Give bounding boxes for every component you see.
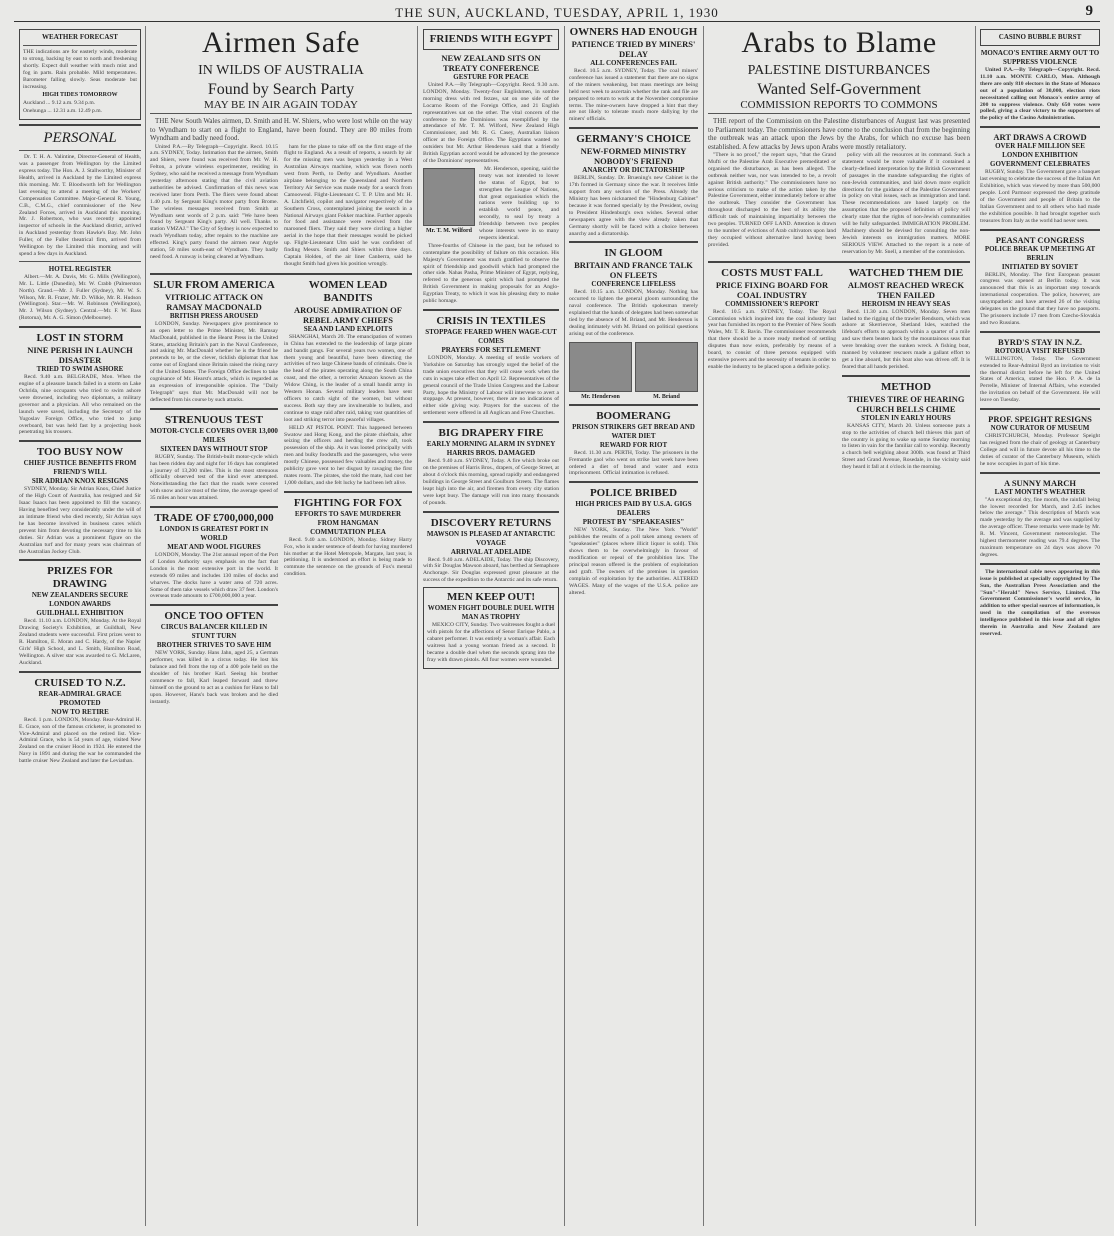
police-text: NEW YORK, Sunday. The New York "World" publishes the results of a poll taken among owners of "speakeasies" (places where illicit liquor is sold). This shows them to be overwhelmingly in favour of modification or repeal of the prohibition law. The principal reason offered is the problem of exploitation and graft. The owners of the premises in question complain of exploitation by the authorities. ALTERED WAGES. Many of the wages of the U.S.A. police are altered. (569, 527, 698, 596)
costs-subheading: PRICE FIXING BOARD FOR COAL INDUSTRY (715, 279, 829, 300)
slur-subheading: VITRIOLIC ATTACK ON RAMSAY MACDONALD (165, 291, 263, 312)
germany-subheading: NEW-FORMED MINISTRY NOBODY'S FRIEND (580, 146, 687, 167)
airmen-subheading-3: MAY BE IN AIR AGAIN TODAY (204, 99, 358, 111)
often-subheading: CIRCUS BALANCER KILLED IN STUNT TURN (160, 623, 268, 641)
lost-in-storm-subheading: NINE PERISH IN LAUNCH DISASTER (27, 345, 133, 366)
column-3 (420, 26, 562, 1230)
often-text: NEW YORK, Sunday. Hans Jahn, aged 25, a German performer, was killed in a circus today. He lost his balance and fell from the top of a 400 pole held on the shoulder of his brother Karl. Seeing his brother commence to fall, Karl leaped forward and threw himself on the ground to act as a cushion for Hans to fall upon. However, Hans's back was broken and he died instantly. (150, 650, 278, 705)
personal-heading: PERSONAL (43, 130, 117, 147)
lost-in-storm-subheading-2: TRIED TO SWIM ASHORE (36, 365, 124, 374)
egypt-text: United P.A.—By Telegraph—Copyright. Recd. 9.30 a.m. LONDON, Monday. Twenty-four Englishmen, in sombre morning dress with red fezzes, sat on one side of the Locarno Room of the Foreign Office, and 21 English representatives sat on the other. The vital concern of the conference to the Dominions was exemplified by the attendance of Mr. T. M. Wilford, New Zealand High Commissioner, and Mr. R. G. Casey, Australian liaison officer at the Foreign Office. The Egyptians wanted no outsiders but Mr. Arthur Henderson said that a friendly British Egyptian accord would be advanced by the presence of the Dominions' representatives. (423, 82, 559, 164)
personal-text: Dr. T. H. A. Valintine, Director-General of Health, was a passenger from Wellington by the Limited express today. The Hon. A. J. Stallworthy, Minister of Health, arrived in Auckland by the Limited express this morning. Mr. T. Bloodworth left for Wellington last evening to attend a meeting of the Workers' Compensation Committee. Major-General R. Young, C.B., C.M.G., chief commissioner of the New Zealand Forces, arrived in Auckland this morning. Mr. J. Robertson, who was recently appointed inspector of schools in the Auckland district, arrived in Auckland yesterday from Hawke's Bay. Mr. John Fuller, of the Fuller theatrical firm, arrived from Wellington by the Limited this morning and will spend a few days in Auckland. (19, 154, 141, 257)
strenuous-heading: STRENUOUS TEST (165, 413, 263, 426)
drapery-subheading: EARLY MORNING ALARM IN SYDNEY (426, 440, 556, 449)
drapery-text: Recd. 9.40 a.m. SYDNEY, Today. A fire which broke out on the premises of Harris Bros., drapers, of George Street, at about 4 o'clock this morning, spread rapidly and endangered buildings in George Street and Goulburn Streets. The flames leapt high into the air, and firemen from every city station were kept busy. The damage will run into many thousands of pounds. (423, 458, 559, 506)
prizes-text: Recd. 11.10 a.m. LONDON, Monday. At the Royal Drawing Society's Exhibition, at Guildhall, New Zealand students were successful. First prizes went to R. Hamilton, E. Moran and C. Hardy, of the Napier Girls' High School, and L. Smith, Hamilton Road, Wellington. A silver star was awarded to G. McLaren, Auckland. (19, 618, 141, 666)
gloom-subheading-2: CONFERENCE LIFELESS (591, 280, 676, 289)
wilford-photo (423, 168, 475, 234)
egypt-subheading-2: GESTURE FOR PEACE (453, 73, 529, 81)
too-busy-subheading-2: SIR ADRIAN KNOX RESIGNS (31, 477, 129, 486)
prizes-subheading-2: GUILDHALL EXHIBITION (36, 609, 124, 618)
gloom-text: Recd. 10.15 a.m. LONDON, Monday. Nothing has occurred to lighten the general gloom surrounding the naval conference. The British spokesman merely explained that the hands of delegates had been somewhat tied by the absence of M. Briand, and Mr. Henderson is dealing intimately with M. Briand on political questions arising out of the conference. (569, 289, 698, 337)
boomerang-subheading: PRISON STRIKERS GET BREAD AND WATER DIET (572, 422, 695, 440)
prizes-subheading: NEW ZEALANDERS SECURE LONDON AWARDS (31, 591, 129, 609)
column-rule (417, 26, 418, 1226)
keep-out-heading: MEN KEEP OUT! (446, 591, 535, 604)
watched-heading: WATCHED THEM DIE (848, 266, 964, 279)
trade-text: LONDON, Monday. The 21st annual report of the Port of London Authority says emphasis on the fact that London is the most extensive port in the world. It extends 69 miles and includes 130 miles of docks and wharves. The docks have a water area of 720 acres. Some of them take vessels which draw 37 feet. London's overseas trade amounts to £700,000,000 a year. (150, 552, 278, 600)
egypt-heading: FRIENDS WITH EGYPT (429, 33, 553, 45)
egypt-text-3: Three-fourths of Chinese in the past, but he refused to contemplate the possibility of failure on this occasion. His Majesty's Government was much gratified to observe the spirit of friendship and goodwill which had prompted the other side. Nahas Pasha, Prime Minister of Egypt, replying, referred to the generous spirit which had prompted the British Government in making proposals for an Anglo-Egyptian Treaty, to which it was his pleasing duty to make public homage. (423, 242, 559, 305)
fox-subheading: EFFORTS TO SAVE MURDERER FROM HANGMAN (294, 509, 402, 527)
crisis-subheading-2: PRAYERS FOR SETTLEMENT (441, 346, 541, 354)
casino-heading: CASINO BUBBLE BURST (998, 33, 1082, 41)
method-heading: METHOD (880, 380, 932, 393)
too-busy-subheading: CHIEF JUSTICE BENEFITS FROM FRIEND'S WILL (23, 459, 137, 477)
art-heading: ART DRAWS A CROWD (993, 132, 1087, 143)
fox-text: Recd. 9.40 a.m. LONDON, Monday. Sidney Harry Fox, who is under sentence of death for having murdered his mother at the Hotel Metropole, Margate, last year, is petitioning. It is understood an effort is being made to commute the sentence on the grounds of Fox's mental condition. (284, 536, 412, 578)
drapery-heading: BIG DRAPERY FIRE (438, 427, 544, 440)
slur-heading: SLUR FROM AMERICA (153, 278, 275, 291)
peasant-text: BERLIN, Monday. The first European peasant congress was opened at Berlin today. It was announced that this is an important step towards international cooperation. The police, however, are unsympathetic and have arrested 26 of the visiting delegates on the ground that they have no passports. The prisoners include 17 men from Czecho-Slovakia and two Russians. (980, 271, 1100, 326)
airmen-headline: Airmen Safe (202, 26, 360, 59)
weather-forecast-box: WEATHER FORECAST THE indications are for easterly winds, moderate to strong, backing by east to north and freshening shortly. Expect dull weather with much mist and fog in parts. Rain probable. Mild temperatures. Barometer falling slowly. Seas moderate but increasing. HIGH TIDES TOMORROW Auckland ... 9.12 a.m. 9.34 p.m. Onehunga ... 12.31 a.m. 12.49 p.m. (19, 29, 141, 120)
slur-subheading-2: BRITISH PRESS AROUSED (169, 311, 259, 320)
airmen-intro: THE New South Wales airmen, D. Smith and H. W. Shiers, who were lost while on the way to Wyndham to start on a flight to England, have been found. They are 80 miles from Wyndham and badly need food. (150, 117, 412, 142)
column-4 (566, 26, 701, 1230)
weather-forecast-text: THE indications are for easterly winds, moderate to strong, backing by east to north and freshening shortly. Expect dull weather with much mist and fog in parts. Rain probable. Mild temperatures. Barometer falling slowly. Seas moderate but increasing. (23, 49, 137, 90)
tides-heading: HIGH TIDES TOMORROW (42, 92, 118, 99)
bandits-heading: WOMEN LEAD BANDITS (308, 278, 388, 304)
fox-heading: FIGHTING FOR FOX (293, 496, 403, 509)
antarctic-subheading-2: ARRIVAL AT ADELAIDE (450, 547, 532, 556)
airmen-text-2: ham for the plane to take off on the first stage of the flight to England. As a result of reports, a search by air for the missing men was begun yesterday in a West Australian Airways machine, which was flown north west from Perth, to Derby and Wyndham. Another airplane belonging to the Queensland and Northern Territory Air Service was made ready for a search from Camooweal. Flight-Lieutenant C. T. P. Ulm and Mr. H. A. Litchfield, copilot and navigator respectively of the Southern Cross, contemplated joining the search in a National Airways giant Fokker machine. Further appeals for food and assistance were received from the marooned fliers. They said they were circling a higher aerial in the hope that their messages would be picked up. Flight-Lieutenant Ulm said he was confident of finding Messrs. Smith and Shiers within three days. Captain Holden, of the air liner Canberra, said he thought Smith had given his position wrongly. (284, 143, 412, 267)
boomerang-heading: BOOMERANG (596, 409, 671, 422)
column-1 (16, 26, 144, 1230)
column-rule (145, 26, 146, 1226)
arabs-intro: THE report of the Commission on the Palestine disturbances of August last was presented to Parliament today. The commissioners have come to the conclusion that from the beginning the outbreak was an attack upon the Jews by the Arabs, for which no excuse has been established. A few attacks by Jews upon Arabs were mostly retaliatory. (708, 117, 970, 151)
pirates-text: HELD AT PISTOL POINT. This happened between Swatow and Hong Kong, and the pirate chieftain, after seizing the officers and herding the crew aft, took possession of the ship. As it was looted principally with men and bulky foodstuffs and the passengers, who were mostly Chinese, possessed few valuables and money, the publicity gave vent to her disgust by ravaging the first mates room. The pirates, she told the mate, had cost her 1,000 dollars, and she felt lucky he had been left alive. (284, 424, 412, 486)
arabs-text-1: "There is no proof," the report says, "that the Grand Mufti or the Palestine Arab Executive premeditated or organised the disturbance, as has been alleged. The outbreak neither was, nor was intended to be, a revolt against British authority." The commissioners have no serious criticism to make of the action taken by the Palestine Government, either immediately before or after the outbreak. They consider the Government has throughout discharged to the best of its ability the difficult task of maintaining impartiality between the two peoples. TURNED OFF LAND. Attention is drawn to the number of evictions of Arab cultivators upon land they occupied without alternative land having been provided. (708, 152, 836, 248)
hotel-register-text: Albert.—Mr. A. Davis, Mr. G. Mills (Wellington), Mr. L. Little (Dunedin), Mr. W. Crabb (Palmerston North). Grand.—Mr. J. Fuller (Sydney), Mr. W. S. Wilson, Mr. R. Frazer, Mr. D. Wilkie, Mr. R. Hudson (Wellington). Star.—Mr. W. Robinson (Wellington), Mr. J. Wilson (Sydney). Central.—Mr. F. W. Bass (Rotorua), Mr. A. G. Simon (Melbourne). (19, 273, 141, 322)
arabs-text-2: policy with all the resources at its command. Such a statement would be more valuable if it contained a clearly-defined interpretation by the British Government of passages in the mandate safeguarding the rights of non-Jewish communities, and laid down more explicit directions for the guidance of the Palestine Government in policy on vital issues, such as immigration and land. These recommendations are based largely on the assumption that the proposed definition of policy will clearly state that the rights of non-Jewish communities will be fully safeguarded. IMMIGRATION PROBLEM. Machinery should be devised for consulting the non-Jewish interests on immigration matters. MORE SERIOUS VIEW. Attached to the report is a note of reservation by Mr. Snell, a member of the commission. (842, 152, 970, 255)
byrd-subheading: ROTORUA VISIT REFUSED (994, 346, 1086, 355)
bandits-subheading-2: SEA AND LAND EXPLOITS (303, 324, 393, 333)
costs-text: Recd. 10.5 a.m. SYDNEY, Today. The Royal Commission which inquired into the coal industry last year has furnished its report to the Premier of New South Wales, Mr. T. R. Bavin. The commissioner recommends that there should be a more ready method of settling disputes than now exists, preferably by means of a board, to consist of three persons equipped with extensive powers and the necessity of tenants in order to enable the industry to be placed upon a definite policy. (708, 308, 837, 370)
crisis-heading: CRISIS IN TEXTILES (436, 315, 546, 327)
column-rule (564, 26, 565, 1226)
wilford-caption: Mr. T. M. Wilford (425, 227, 472, 234)
briand-caption: M. Briand (653, 393, 680, 400)
costs-subheading-2: COMMISSIONER'S REPORT (725, 299, 819, 308)
often-heading: ONCE TOO OFTEN (164, 610, 264, 623)
byrd-text: WELLINGTON, Today. The Government extended to Rear-Admiral Byrd an invitation to visit the thermal district before he left for the United States of America, stated the Hon. P. A. de la Perrelle, Minister of Internal Affairs, who extended the invitation on behalf of the Government. He will leave on Tuesday. (980, 355, 1100, 404)
method-subheading: THIEVES TIRE OF HEARING CHURCH BELLS CHIME (847, 393, 965, 414)
cruised-subheading: REAR-ADMIRAL GRACE PROMOTED (38, 689, 122, 707)
column-5 (705, 26, 973, 1230)
page-number: 9 (1085, 3, 1094, 19)
speight-heading: PROF. SPEIGHT RESIGNS (988, 414, 1092, 425)
too-busy-heading: TOO BUSY NOW (36, 446, 124, 459)
tide-auckland-label: Auckland (23, 100, 45, 107)
tide-onehunga-label: Onehunga (23, 108, 46, 115)
lost-in-storm-heading: LOST IN STORM (36, 332, 124, 345)
march-subheading: LAST MONTH'S WEATHER (994, 487, 1086, 496)
airmen-subheading: IN WILDS OF AUSTRALIA (198, 63, 364, 78)
art-subheading: OVER HALF MILLION SEE LONDON EXHIBITION (995, 142, 1085, 160)
footer-notice: The international cable news appearing in this issue is published at specially copyrighted by The Sun, the Australian Press Association and the "Sun"-"Herald" News Service, Limited. The Government Commissioner's world service, in addition to other special sources of information, is used in the compilation of the overseas intelligence published in this issue and all rights therein in Australia and New Zealand are reserved. (980, 568, 1100, 637)
germany-heading: GERMANY'S CHOICE (576, 133, 691, 146)
march-heading: A SUNNY MARCH (1004, 477, 1076, 488)
keep-out-subheading: WOMEN FIGHT DOUBLE DUEL WITH MAN AS TROPHY (427, 604, 555, 622)
peasant-subheading-2: INITIATED BY SOVIET (1001, 262, 1079, 271)
often-subheading-2: BROTHER STRIVES TO SAVE HIM (156, 641, 272, 650)
bandits-text: SHANGHAI, March 20. The emancipation of women in China has extended to the leadership of large pirate and bandit gangs. For several years two women, one of them young and beautiful, have been directing the activities of two large Chinese bands of criminals. One is the head of the pirates operating along the South China coast, and the other, a terrorist Amazon known as the Widow Ching, is the leader of a small bandit army in Western Honan. Several military leaders have sent officers to catch sight of the women, but without success. Both say they are invulnerable to bullets, and continue to stage raid after raid, taking vast quantities of loot and striking terror into peaceful villages. (284, 333, 412, 423)
arabs-subheading: PALESTINE DISTURBANCES (747, 63, 931, 78)
germany-subheading-2: ANARCHY OR DICTATORSHIP (582, 166, 685, 175)
too-busy-text: SYDNEY, Monday. Sir Adrian Knox, Chief Justice of the High Court of Australia, has resigned and Sir Isaac Isaacs has been appointed to fill the vacancy. Having benefited very considerably under the will of an intimate friend who died recently, Sir Adrian says he has become involved in business cares which prevent him from devoting the necessary time to his duties. Sir Adrian was a prominent figure on the Australian turf and for many years was chairman of the Australian Jockey Club. (19, 486, 141, 555)
cruised-text: Recd. 1 p.m. LONDON, Monday. Rear-Admiral H. E. Grace, son of the famous cricketer, is promoted to Vice-Admiral and placed on the retired list. Vice-Admiral Grace, who is 54 years of age, visited New Zealand on the cruiser Hood in 1924. He entered the Navy in 1891 and during the war he commanded the battle cruiser New Zealand and later the Leviathan. (19, 716, 141, 765)
strenuous-text: RUGBY, Sunday. The British-built motor-cycle which has been ridden day and night for 16 days has completed a journey of 13,200 miles. This is the most strenuous officially observed test of the kind ever attempted. Notwithstanding the fact that the roads were covered with snow and ice most of the time, the average speed of 35 miles an hour was attained. (150, 453, 278, 502)
airmen-text-1: United P.A.—By Telegraph—Copyright. Recd. 10.15 a.m. SYDNEY, Today. Intimation that the airmen, Smith and Shiers, were found was received from Mr. W. H. Felton, a private wireless experimenter, residing in Sydney, who said he received a message from Wyndham yesterday afternoon stating that the civil aviation authorities be advised. Confirmation of this news was received later from Perth. The fliers were found about 1.40 p.m. by Sergeant King's motor party from Brome. The wireless messages received from Smith at Wyndham sent words of 2 p.m. said: "We have been found by Sergeant King's party. All well. Thanks to station VMZAJ." The City of Sydney is now expected to reach Wyndham today, after repairs to the machine are effected. King's party found the airmen near Argyle station, 50 miles south-east of Wyndham. They badly need food. A runway is being cleared at Wyndham. (150, 143, 278, 260)
airmen-subheading-2: Found by Search Party (207, 81, 355, 98)
egypt-subheading: NEW ZEALAND SITS ON TREATY CONFERENCE (441, 53, 541, 73)
strenuous-subheading: MOTOR-CYCLE COVERS OVER 13,000 MILES (150, 426, 278, 444)
watched-text: Recd. 11.30 a.m. LONDON, Monday. Seven men lashed to the rigging of the trawler Rendsorn, which was ashore at Skerriesvoe, Shetland Isles, watched the lifeboat's efforts to approach within a quarter of a mile and saw them beaten back by the mountainous seas that were breaking over the sunken wreck. A fishing boat, manned by volunteer rescuers made a gallant effort to get a line aboard, but this boat also was driven off. It is feared that all hands perished. (842, 308, 970, 370)
henderson-caption: Mr. Henderson (581, 393, 620, 400)
casino-text: United P.A.—By Telegraph—Copyright. Recd. 11.10 a.m. MONTE CARLO, Mon. Although there are only 810 electors in the State of Monaco out of a population of 30,000, election riots necessitated calling out Monaco's entire army of 200 to suppress violence. Only 650 votes were polled, giving a clear victory to the supporters of the policy of the Casino Administration. (980, 67, 1100, 122)
germany-text: BERLIN, Sunday. Dr. Bruening's new Cabinet is the 17th formed in Germany since the war. It receives little support from any section of the Press. Already the Ministry has been nicknamed the "Hindenburg Cabinet" because it was formed specially by the President, owing to President Hindenburg's own wishes. Several other newspapers agree with the view already taken that Germany shortly will be faced with a choice between anarchy and a dictatorship. (569, 175, 698, 237)
column-rule (975, 26, 976, 1226)
arabs-subheading-2: Wanted Self-Government (757, 81, 921, 98)
method-subheading-2: STOLEN IN EARLY HOURS (861, 413, 951, 422)
speight-subheading: NOW CURATOR OF MUSEUM (990, 424, 1090, 433)
tide-auckland-value: 9.12 a.m. 9.34 p.m. (51, 100, 96, 107)
column-2 (147, 26, 415, 1230)
police-heading: POLICE BRIBED (589, 487, 678, 500)
peasant-heading: PEASANT CONGRESS (995, 234, 1085, 245)
cruised-heading: CRUISED TO N.Z. (34, 676, 126, 689)
antarctic-text: Recd. 9.40 a.m. ADELAIDE, Today. The ship Discovery, with Sir Douglas Mawson aboard, has berthed at Semaphore Anchorage. Sir Douglas expressed great pleasure at the success of the expedition to the Antarctic and its safe return. (423, 556, 559, 584)
column-rule (703, 26, 704, 1226)
drapery-subheading-2: HARRIS BROS. DAMAGED (446, 449, 536, 458)
tide-onehunga-value: 12.31 a.m. 12.49 p.m. (53, 108, 102, 115)
trade-subheading: LONDON IS GREATEST PORT IN WORLD (159, 525, 269, 543)
antarctic-heading: DISCOVERY RETURNS (430, 516, 552, 529)
bandits-subheading: AROUSE ADMIRATION OF REBEL ARMY CHIEFS (294, 304, 402, 325)
slur-text: LONDON, Sunday. Newspapers give prominence to an open letter to the Prime Minister, Mr. Ramsay MacDonald, published in the Hearst Press in the United States, attacking Britain's part in the Naval Conference, and asking Mr. MacDonald whether he is the friend he pretends to be, or the clever, ticklish diplomat that has come out of England since Britain raised the rising navy of the United States. The Foreign Office declines to take cognisance of Mr. Hearst's attack, which is regarded as an expression of irresponsible opinion. The "Daily Telegraph" says that Mr. MacDonald will not be deflected from his course by such attacks. (150, 320, 278, 403)
fox-subheading-2: COMMUTATION PLEA (310, 527, 386, 536)
gloom-subheading: BRITAIN AND FRANCE TALK ON FLEETS (574, 260, 693, 281)
art-subheading-2: GOVERNMENT CELEBRATES (990, 160, 1090, 169)
police-subheading-2: PROTEST BY "SPEAKEASIES" (582, 518, 685, 527)
hotel-register-heading: HOTEL REGISTER (48, 264, 112, 273)
owners-text: Recd. 10.5 a.m. SYDNEY, Today. The coal miners' conference has issued a statement that there are no signs of the miners weakening, but mass meetings are being held next week to ascertain whether the rank and file are prepared to return to work at the November compromise terms. The mine-owners have dropped a hint that they are not likely to tolerate much more dallying by the miners' officials. (569, 68, 698, 123)
crisis-subheading: STOPPAGE FEARED WHEN WAGE-CUT COMES (425, 328, 557, 345)
trade-subheading-2: MEAT AND WOOL FIGURES (167, 543, 261, 552)
peasant-subheading: POLICE BREAK UP MEETING AT BERLIN (984, 244, 1096, 262)
arabs-headline: Arabs to Blame (741, 26, 937, 59)
watched-subheading: ALMOST REACHED WRECK THEN FAILED (847, 279, 965, 300)
weather-heading: WEATHER FORECAST (42, 33, 118, 41)
speight-text: CHRISTCHURCH, Monday. Professor Speight has resigned from the chair of geology at Canterbury College and will in future devote all his time to the duties of curator of the Canterbury Museum, which he now occupies in part of his time. (980, 433, 1100, 467)
gloom-heading: IN GLOOM (604, 247, 663, 260)
owners-subheading: PATIENCE TRIED BY MINERS' DELAY (571, 39, 696, 59)
masthead-title: THE SUN, AUCKLAND, TUESDAY, APRIL 1, 1930 (395, 5, 719, 20)
trade-heading: TRADE OF £700,000,000 (154, 512, 274, 525)
arabs-subheading-3: COMMISSION REPORTS TO COMMONS (740, 99, 938, 111)
antarctic-subheading: MAWSON IS PLEASED AT ANTARCTIC VOYAGE (426, 529, 556, 547)
keep-out-text: MEXICO CITY, Sunday. Two waitresses fought a duel with pistols for the affections of Senor Enrique Pablo, a cabaret performer. It was entirely a woman's affair. Each waitress had a young woman friend as a second. It became a double duel when the seconds sprang into the fray with drawn pistols. All four women were wounded. (427, 622, 555, 663)
method-text: KANSAS CITY, March 20. Unless someone puts a stop to the activities of church bell thieves this part of the country is going to wake up some Sunday morning to listen in vain for the familiar call to worship. Recently a church bell weighing about 300lb. was found at Third Street and Grand Avenue, Rosedale, in the vicinity said they heard it fall at 4 o'clock in the morning. (842, 422, 970, 471)
owners-heading: OWNERS HAD ENOUGH (569, 26, 698, 38)
casino-subheading: MONACO'S ENTIRE ARMY OUT TO SUPPRESS VIOLENCE (980, 49, 1100, 66)
march-text: "An exceptional dry, fine month, the rainfall being the lowest recorded for March, and 2.45 inches below the average." This description of March was made yesterday by the average and was supplied by the average officer. These remarks were made by Mr. R. M. Vincent, Government meteorologist. The highest thermometer reading was 79.4 degrees. The maximum temperature on 24 days was above 70 degrees. (980, 496, 1100, 558)
crisis-text: LONDON, Monday. A meeting of textile workers of Yorkshire on Saturday has strongly urged the belief of the trade union executives that they will cease work when the cuts in wages take effect on April 12. Representatives of the general council of the Trade Union Congress and the Labour Party, hope the Ministry of Labour will intervene to avert a stoppage. At present, however, there are no indications of either side giving way. Prayers for the success of the settlement were offered in all Anglican and Free Churches. (423, 355, 559, 417)
briand-photo (635, 342, 698, 400)
column-6 (977, 26, 1103, 1230)
costs-heading: COSTS MUST FALL (721, 266, 823, 279)
henderson-photo (569, 342, 632, 400)
masthead (14, 2, 1100, 22)
prizes-heading: PRIZES FOR DRAWING (47, 565, 113, 591)
owners-subheading-2: ALL CONFERENCES FAIL (590, 59, 677, 67)
watched-subheading-2: HEROISM IN HEAVY SEAS (861, 299, 951, 308)
strenuous-subheading-2: SIXTEEN DAYS WITHOUT STOP (160, 444, 268, 453)
boomerang-subheading-2: REWARD FOR RIOT (599, 440, 668, 449)
lost-in-storm-text: Recd. 9.40 a.m. BELGRADE, Mon. When the engine of a pleasure launch failed in a storm on Lake Ochrida, nine occupants who tried to swim ashore were drowned, including two diplomats, a military governor and a physician. All who remained on the launch were saved, including the Secretary of the Yugoslav Foreign Office, who tried to jump overboard, but was held fast by a projecting hook penetrating his trousers. (19, 374, 141, 436)
art-text: RUGBY, Sunday. The Government gave a banquet last evening to celebrate the success of the Italian Art Exhibition, which was viewed by more than 500,000 people. Lord Parmoor expressed the deep gratitude of the Government and people of Britain to the Italian Government and to all others who had made the exhibition possible. It had brought together such treasures from Italy as the world had never seen. (980, 169, 1100, 224)
cruised-subheading-2: NOW TO RETIRE (51, 707, 109, 716)
byrd-heading: BYRD'S STAY IN N.Z. (998, 336, 1082, 347)
egypt-text-2: Mr. Henderson, opening, said the treaty was not intended to lower the status of Egypt, but to strengthen the League of Nations, that great organisation which the nations were building up to establish world peace, and secondly, to seal by treaty a friendship between two peoples whose interests were in so many respects identical. (479, 165, 559, 241)
boomerang-text: Recd. 11.30 a.m. PERTH, Today. The prisoners in the Fremantle gaol who went on strike last week have been ordered a diet of bread and water and extra imprisonment. Official intimation is refused. (569, 449, 698, 477)
police-subheading: HIGH PRICES PAID BY U.S.A. GIGS DEALERS (575, 500, 692, 518)
